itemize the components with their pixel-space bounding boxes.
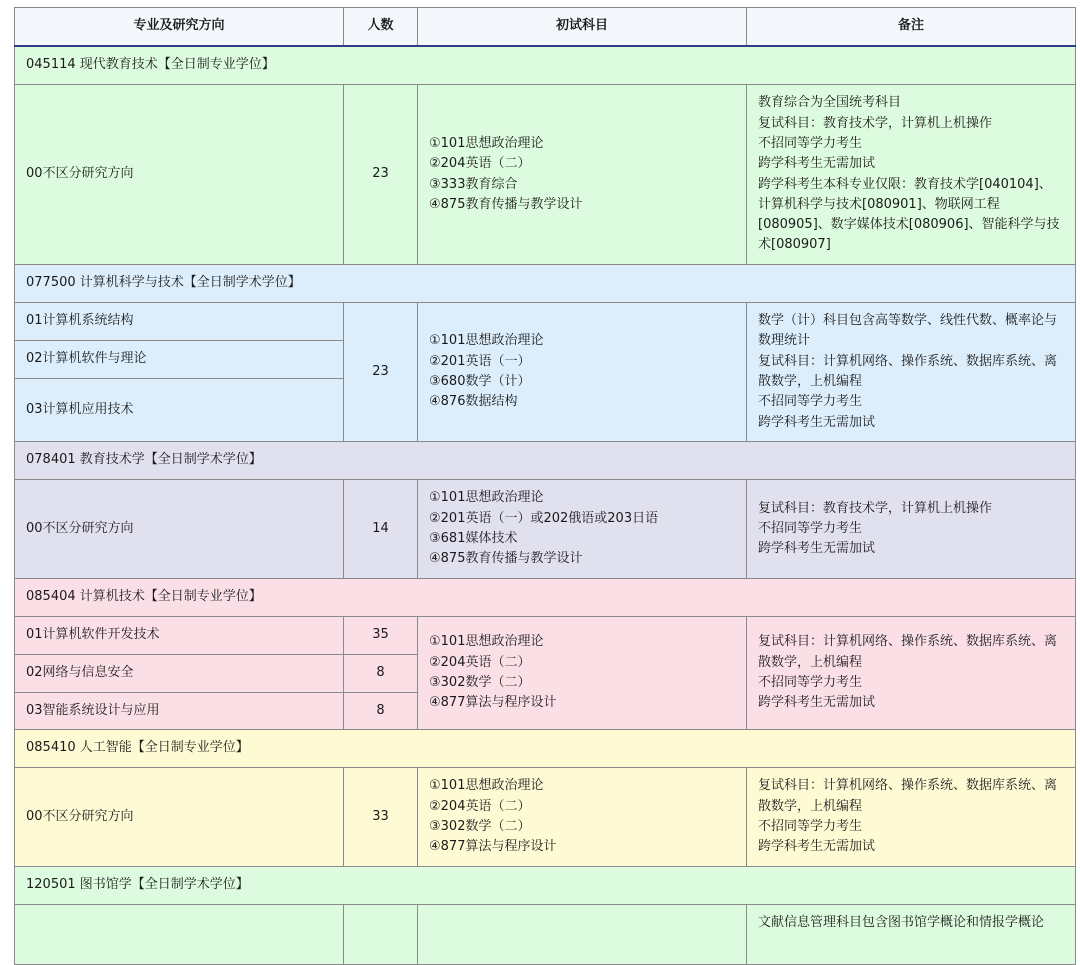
- count-cell: 8: [344, 693, 418, 730]
- direction-cell: 03计算机应用技术: [15, 379, 344, 442]
- exam-line: ④875教育传播与教学设计: [429, 551, 583, 567]
- direction-cell: 00不区分研究方向: [15, 85, 344, 265]
- direction-cell: [15, 905, 344, 965]
- count-cell: 8: [344, 655, 418, 693]
- section-header-row: [15, 46, 1076, 85]
- exam-line: ④877算法与程序设计: [429, 695, 557, 711]
- note-line: 不招同等学力考生: [758, 135, 863, 151]
- exam-line: ③681媒体技术: [429, 531, 518, 546]
- exam-line: ③302数学（二）: [429, 675, 531, 690]
- note-line: 跨学科考生无需加试: [758, 541, 876, 557]
- section-header-row: [15, 442, 1076, 480]
- section-title: 085410 人工智能【全日制专业学位】: [15, 730, 1076, 768]
- header-row: [15, 8, 1076, 47]
- admissions-table: [14, 7, 1076, 965]
- exam-line: ②201英语（一）或202俄语或203日语: [429, 510, 659, 526]
- direction-cell: 02计算机软件与理论: [15, 341, 344, 379]
- section-title: 120501 图书馆学【全日制学术学位】: [15, 867, 1076, 905]
- exam-line: ①101思想政治理论: [429, 333, 544, 349]
- note-line: 复试科目：计算机网络、操作系统、数据库系统、离散数学，上机编程: [758, 353, 1058, 389]
- section-title: 078401 教育技术学【全日制学术学位】: [15, 442, 1076, 480]
- exam-line: ①101思想政治理论: [429, 634, 544, 650]
- count-cell: 23: [344, 303, 418, 442]
- exam-line: ①101思想政治理论: [429, 490, 544, 506]
- exam-line: ②204英语（二）: [429, 798, 531, 814]
- direction-cell: 01计算机软件开发技术: [15, 617, 344, 655]
- section-title: 085404 计算机技术【全日制专业学位】: [15, 579, 1076, 617]
- direction-cell: 03智能系统设计与应用: [15, 693, 344, 730]
- header-notes: 备注: [747, 8, 1076, 47]
- table-row: [15, 768, 1076, 867]
- note-line: 跨学科考生无需加试: [758, 156, 876, 172]
- exam-line: ③680数学（计）: [429, 374, 531, 389]
- note-line: 不招同等学力考生: [758, 819, 863, 834]
- count-cell: 35: [344, 617, 418, 655]
- notes-cell: [747, 303, 1076, 442]
- note-line: 不招同等学力考生: [758, 675, 863, 690]
- exam-line: ④876数据结构: [429, 394, 518, 410]
- direction-cell: 01计算机系统结构: [15, 303, 344, 341]
- notes-cell: [747, 480, 1076, 579]
- header-major: 专业及研究方向: [15, 8, 344, 47]
- exam-line: ②204英语（二）: [429, 156, 531, 172]
- table-row: [15, 480, 1076, 579]
- exam-line: ②201英语（一）: [429, 353, 531, 369]
- section-header-row: [15, 867, 1076, 905]
- notes-cell: [747, 905, 1076, 965]
- count-cell: [344, 905, 418, 965]
- notes-cell: [747, 85, 1076, 265]
- exam-line: ②204英语（二）: [429, 654, 531, 670]
- note-line: 跨学科考生本科专业仅限：教育技术学[040104]、计算机科学与技术[080901]、物联网工程[080905]、数字媒体技术[080906]、智能科学与技术[080907]: [758, 176, 1060, 253]
- notes-cell: [747, 768, 1076, 867]
- note-line: 不招同等学力考生: [758, 394, 863, 410]
- section-header-row: [15, 730, 1076, 768]
- exam-cell: [418, 480, 747, 579]
- note-line: 复试科目：计算机网络、操作系统、数据库系统、离散数学，上机编程: [758, 778, 1058, 814]
- exam-cell: [418, 905, 747, 965]
- exam-cell: [418, 617, 747, 730]
- exam-line: ④877算法与程序设计: [429, 839, 557, 855]
- note-line: 复试科目：计算机网络、操作系统、数据库系统、离散数学，上机编程: [758, 634, 1058, 670]
- section-title: 045114 现代教育技术【全日制专业学位】: [15, 46, 1076, 85]
- note-line: 数学（计）科目包含高等数学、线性代数、概率论与数理统计: [758, 313, 1058, 349]
- note-line: 跨学科考生无需加试: [758, 695, 876, 711]
- table-row: [15, 905, 1076, 965]
- count-cell: 33: [344, 768, 418, 867]
- exam-cell: [418, 85, 747, 265]
- note-line: 不招同等学力考生: [758, 520, 863, 536]
- exam-line: ④875教育传播与教学设计: [429, 196, 583, 212]
- table-row: [15, 303, 1076, 341]
- table-row: [15, 617, 1076, 655]
- section-header-row: [15, 265, 1076, 303]
- table-row: [15, 85, 1076, 265]
- note-line: 跨学科考生无需加试: [758, 839, 876, 855]
- exam-line: ③302数学（二）: [429, 819, 531, 834]
- header-exam-subjects: 初试科目: [418, 8, 747, 47]
- exam-line: ①101思想政治理论: [429, 778, 544, 794]
- note-line: 跨学科考生无需加试: [758, 414, 876, 430]
- note-line: 教育综合为全国统考科目: [758, 95, 902, 111]
- exam-cell: [418, 768, 747, 867]
- note-line: 文献信息管理科目包含图书馆学概论和情报学概论: [758, 915, 1045, 930]
- count-cell: 14: [344, 480, 418, 579]
- exam-line: ③333教育综合: [429, 176, 518, 192]
- note-line: 复试科目：教育技术学，计算机上机操作: [758, 500, 993, 516]
- direction-cell: 00不区分研究方向: [15, 768, 344, 867]
- note-line: 复试科目：教育技术学，计算机上机操作: [758, 115, 993, 131]
- count-cell: 23: [344, 85, 418, 265]
- direction-cell: 00不区分研究方向: [15, 480, 344, 579]
- notes-cell: [747, 617, 1076, 730]
- header-count: 人数: [344, 8, 418, 47]
- exam-cell: [418, 303, 747, 442]
- exam-line: ①101思想政治理论: [429, 135, 544, 151]
- section-title: 077500 计算机科学与技术【全日制学术学位】: [15, 265, 1076, 303]
- direction-cell: 02网络与信息安全: [15, 655, 344, 693]
- section-header-row: [15, 579, 1076, 617]
